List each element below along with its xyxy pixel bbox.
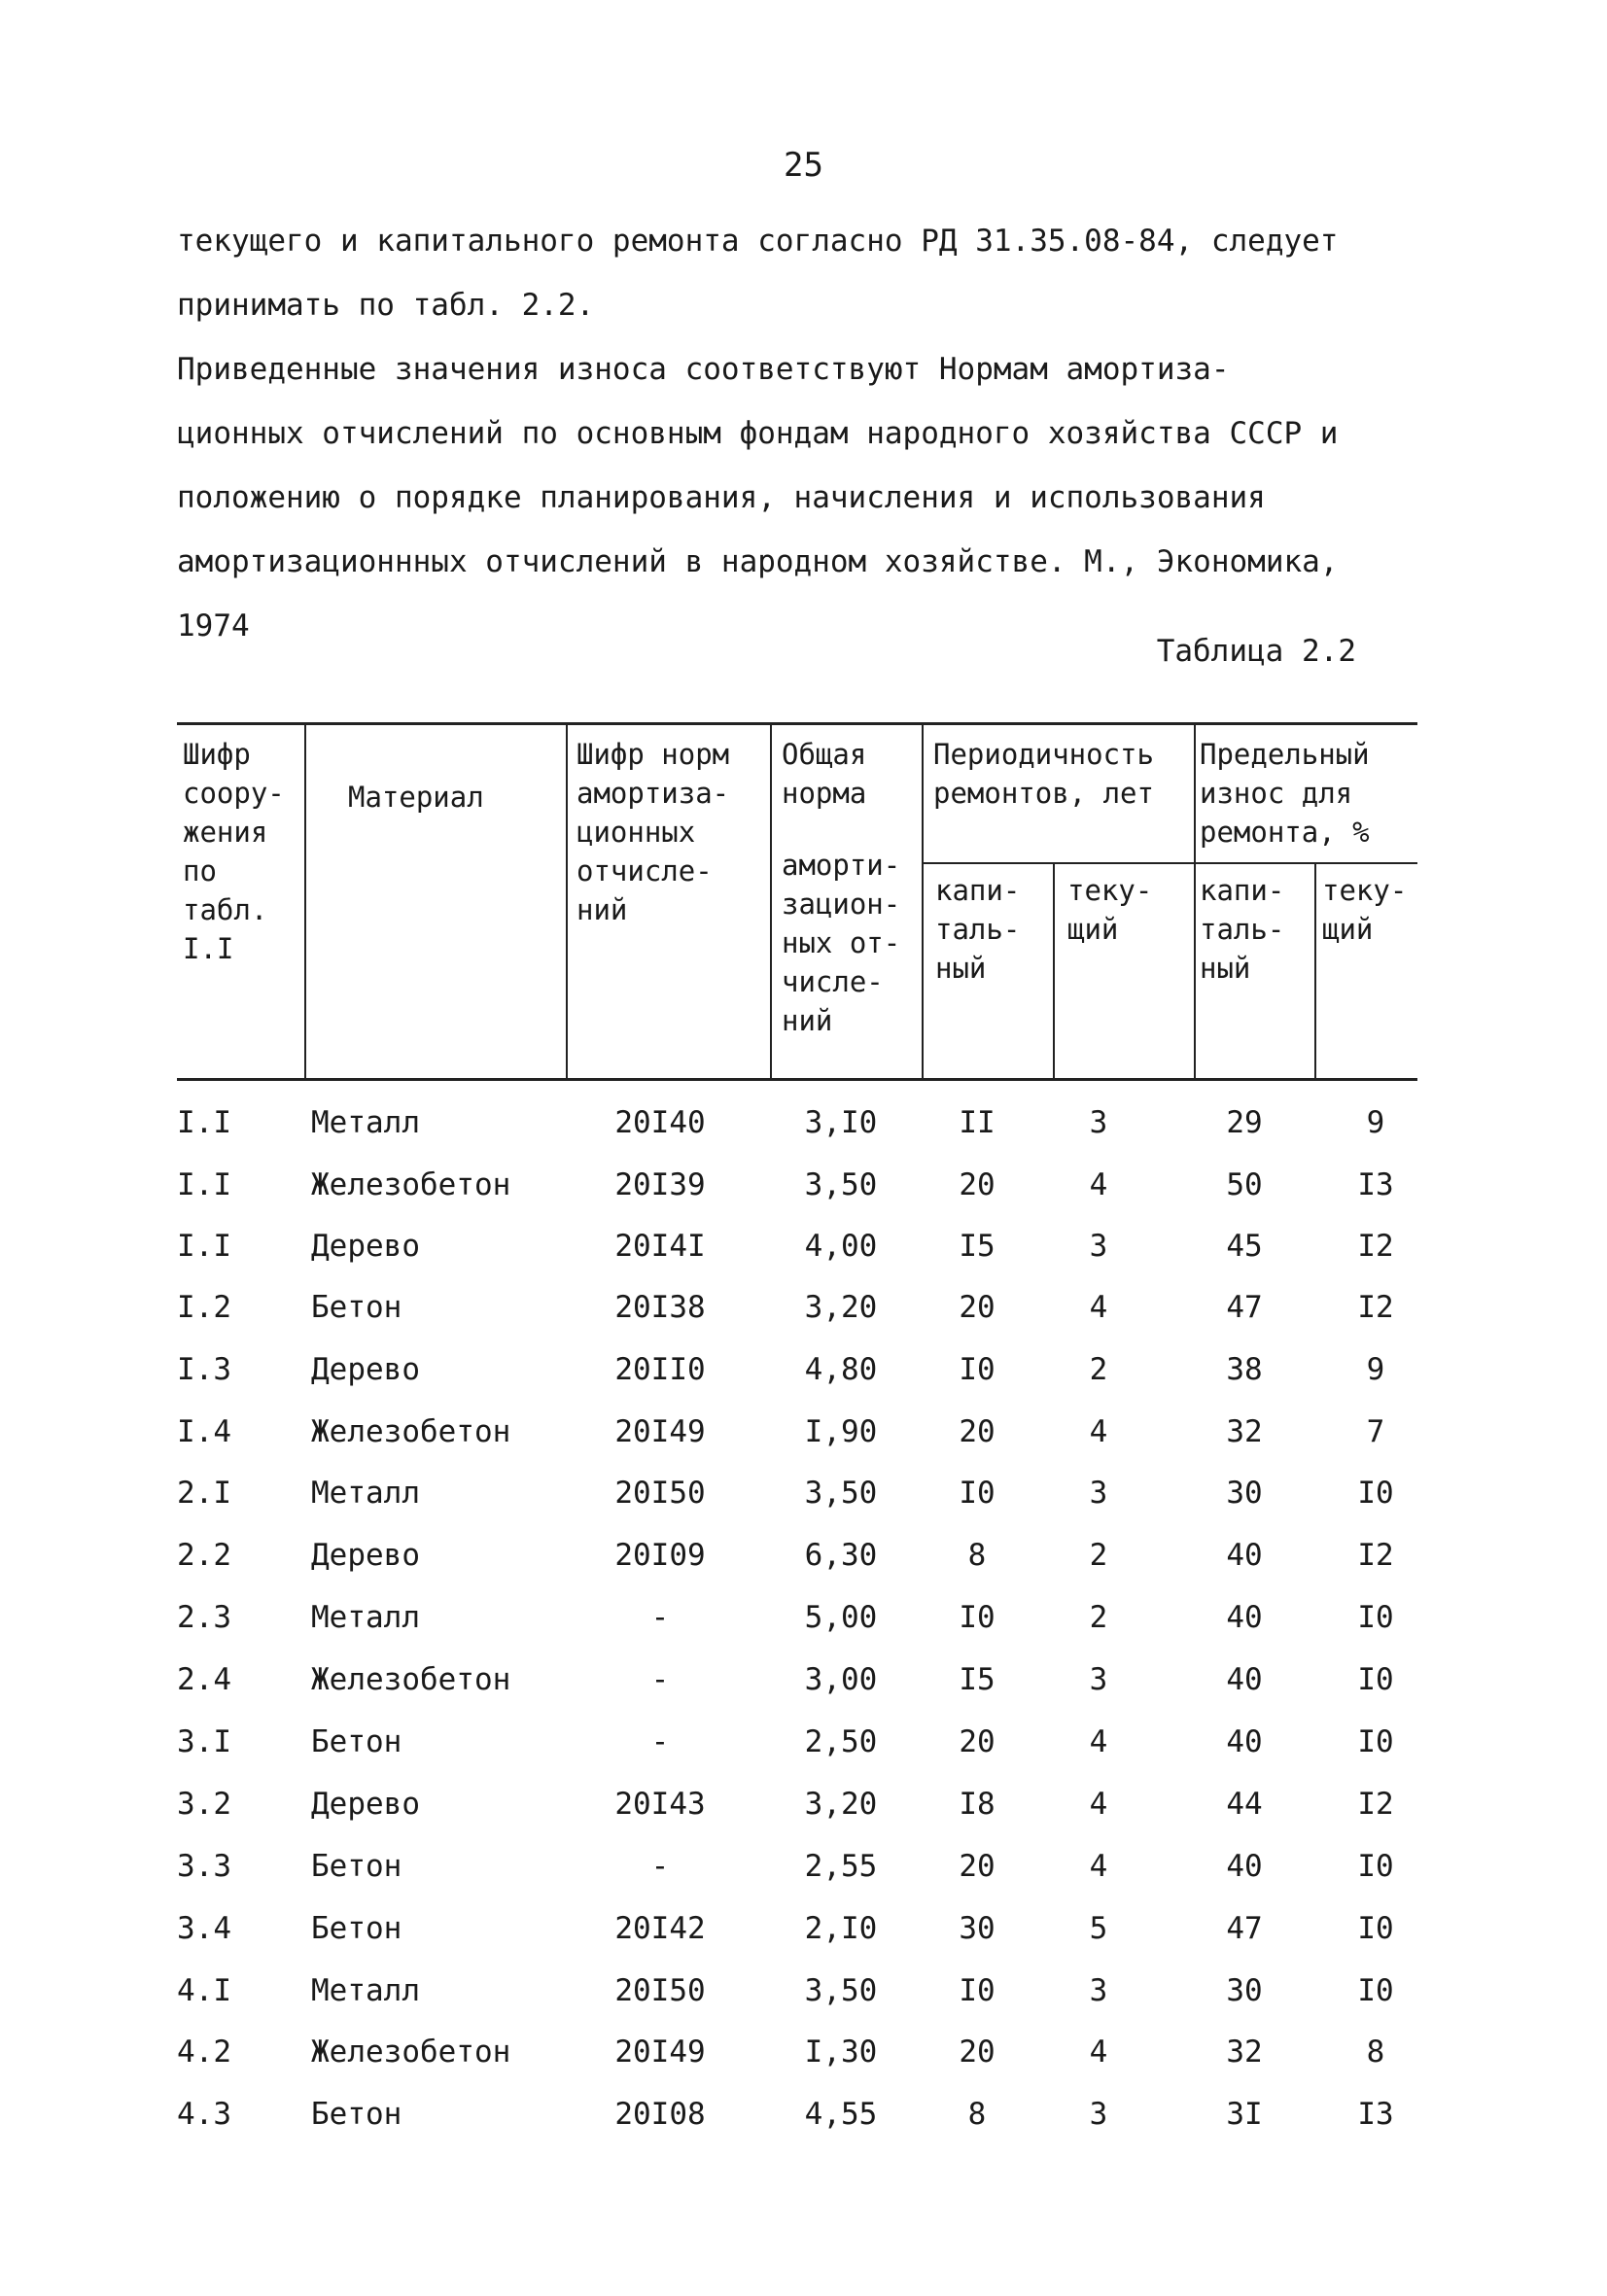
row-wear-capital: 40 [1226,1662,1263,1697]
row-rate: 2,50 [804,1724,878,1759]
table-top-rule [177,722,1417,725]
row-material: Железобетон [311,1414,511,1449]
row-wear-current: 9 [1366,1352,1385,1387]
row-material: Бетон [311,1849,402,1884]
row-wear-capital: 30 [1226,1973,1263,2008]
text-line: ционных отчислений по основным фондам народного хозяйства СССР и [177,416,1339,451]
row-wear-capital: 29 [1226,1105,1263,1140]
row-period-current: 3 [1089,1105,1108,1140]
row-wear-capital: 47 [1226,1290,1263,1325]
row-rate: I,30 [804,2035,878,2070]
column-divider [922,722,924,1078]
period-subheader-rule [922,862,1196,864]
row-wear-current: 7 [1366,1414,1385,1449]
header-code: Шифр соору- жения по табл. I.I [183,738,285,965]
column-divider [770,722,772,1078]
row-code: 4.3 [177,2097,231,2132]
row-period-current: 4 [1089,1414,1108,1449]
row-period-current: 3 [1089,1229,1108,1264]
header-rate-bottom: аморти- зацион- ных от- числе- ний [782,849,901,1037]
row-material: Дерево [311,1538,420,1573]
row-period-capital: 8 [967,1538,987,1573]
row-code: 2.I [177,1476,231,1511]
row-norm-code: 20I39 [614,1167,706,1202]
header-wear-current: теку- щий [1322,874,1408,946]
row-wear-current: 9 [1366,1105,1385,1140]
table-caption: Таблица 2.2 [1156,634,1356,669]
row-wear-current: I2 [1357,1229,1394,1264]
row-wear-current: I0 [1357,1849,1394,1884]
row-wear-current: I3 [1357,1167,1394,1202]
header-wear: Предельный износ для ремонта, % [1200,738,1370,849]
row-wear-current: I0 [1357,1724,1394,1759]
header-wear-capital: капи- таль- ный [1200,874,1285,985]
row-rate: 2,I0 [804,1911,878,1946]
row-period-current: 2 [1089,1600,1108,1635]
row-period-capital: I5 [959,1229,996,1264]
row-material: Железобетон [311,1167,511,1202]
row-period-capital: I5 [959,1662,996,1697]
row-wear-capital: 45 [1226,1229,1263,1264]
row-wear-current: I0 [1357,1973,1394,2008]
row-norm-code: 20I40 [614,1105,706,1140]
row-wear-capital: 47 [1226,1911,1263,1946]
row-wear-current: I0 [1357,1600,1394,1635]
page-number: 25 [784,146,823,185]
row-wear-current: I0 [1357,1476,1394,1511]
row-material: Бетон [311,1724,402,1759]
row-rate: 6,30 [804,1538,878,1573]
row-wear-capital: 44 [1226,1787,1263,1822]
row-code: I.2 [177,1290,231,1325]
row-code: I.I [177,1229,231,1264]
header-bottom-rule [177,1078,1417,1081]
row-period-current: 4 [1089,1849,1108,1884]
header-norm-code: Шифр норм амортиза- ционных отчисле- ний [576,738,730,926]
column-divider [566,722,568,1078]
row-rate: 3,00 [804,1662,878,1697]
column-divider [304,722,306,1078]
row-material: Железобетон [311,1662,511,1697]
row-norm-code: 20I49 [614,2035,706,2070]
row-material: Дерево [311,1229,420,1264]
row-wear-current: I0 [1357,1911,1394,1946]
row-material: Бетон [311,2097,402,2132]
row-period-capital: I0 [959,1973,996,2008]
row-wear-current: I2 [1357,1787,1394,1822]
row-material: Бетон [311,1911,402,1946]
column-divider [1314,862,1316,1078]
row-norm-code: 20II0 [614,1352,706,1387]
row-period-capital: 20 [959,2035,996,2070]
row-period-capital: II [959,1105,996,1140]
row-wear-current: I0 [1357,1662,1394,1697]
row-material: Бетон [311,1290,402,1325]
row-material: Дерево [311,1352,420,1387]
header-rate-top: Общая норма [782,738,867,810]
row-norm-code: - [650,1600,670,1635]
row-wear-current: I3 [1357,2097,1394,2132]
row-code: 2.2 [177,1538,231,1573]
row-material: Металл [311,1105,420,1140]
row-material: Металл [311,1476,420,1511]
row-period-current: 3 [1089,1662,1108,1697]
row-period-current: 4 [1089,2035,1108,2070]
row-wear-capital: 40 [1226,1849,1263,1884]
row-norm-code: - [650,1724,670,1759]
row-period-current: 3 [1089,1973,1108,2008]
row-period-capital: I0 [959,1600,996,1635]
row-code: 4.I [177,1973,231,2008]
row-norm-code: 20I4I [614,1229,706,1264]
row-rate: 3,20 [804,1787,878,1822]
row-material: Железобетон [311,2035,511,2070]
row-code: I.I [177,1167,231,1202]
row-rate: 5,00 [804,1600,878,1635]
row-rate: 3,50 [804,1973,878,2008]
row-period-current: 2 [1089,1538,1108,1573]
row-period-capital: 20 [959,1167,996,1202]
row-period-current: 4 [1089,1724,1108,1759]
row-period-capital: 20 [959,1849,996,1884]
row-wear-capital: 38 [1226,1352,1263,1387]
row-wear-capital: 50 [1226,1167,1263,1202]
row-period-current: 4 [1089,1290,1108,1325]
row-wear-current: 8 [1366,2035,1385,2070]
row-norm-code: 20I08 [614,2097,706,2132]
row-period-current: 4 [1089,1787,1108,1822]
row-rate: 3,I0 [804,1105,878,1140]
row-period-current: 3 [1089,2097,1108,2132]
header-period-current: теку- щий [1067,874,1153,946]
row-period-capital: I0 [959,1476,996,1511]
row-period-current: 5 [1089,1911,1108,1946]
row-code: 3.2 [177,1787,231,1822]
row-wear-current: I2 [1357,1538,1394,1573]
text-line: Приведенные значения износа соответствуют Нормам амортиза- [177,352,1230,387]
row-rate: 3,50 [804,1476,878,1511]
row-code: 3.I [177,1724,231,1759]
row-wear-capital: 3I [1226,2097,1263,2132]
row-norm-code: 20I38 [614,1290,706,1325]
row-material: Металл [311,1600,420,1635]
row-code: 3.3 [177,1849,231,1884]
row-period-capital: I8 [959,1787,996,1822]
row-norm-code: 20I50 [614,1476,706,1511]
row-wear-capital: 32 [1226,1414,1263,1449]
row-wear-capital: 40 [1226,1538,1263,1573]
row-norm-code: - [650,1662,670,1697]
text-line: положению о порядке планирования, начисления и использования [177,480,1266,515]
row-period-capital: 8 [967,2097,987,2132]
row-rate: 4,00 [804,1229,878,1264]
row-norm-code: - [650,1849,670,1884]
row-period-capital: 20 [959,1414,996,1449]
row-period-capital: I0 [959,1352,996,1387]
row-wear-capital: 30 [1226,1476,1263,1511]
row-norm-code: 20I50 [614,1973,706,2008]
row-period-capital: 20 [959,1290,996,1325]
row-period-current: 3 [1089,1476,1108,1511]
row-period-capital: 30 [959,1911,996,1946]
row-code: 2.4 [177,1662,231,1697]
text-line: текущего и капитального ремонта согласно РД 31.35.08-84, следует [177,224,1339,259]
row-wear-capital: 40 [1226,1724,1263,1759]
row-code: I.3 [177,1352,231,1387]
row-norm-code: 20I49 [614,1414,706,1449]
row-rate: 3,20 [804,1290,878,1325]
text-line: 1974 [177,609,250,644]
row-norm-code: 20I42 [614,1911,706,1946]
row-period-capital: 20 [959,1724,996,1759]
row-wear-capital: 32 [1226,2035,1263,2070]
header-period-capital: капи- таль- ный [935,874,1021,985]
row-wear-current: I2 [1357,1290,1394,1325]
row-rate: 4,80 [804,1352,878,1387]
text-line: принимать по табл. 2.2. [177,288,595,323]
column-divider [1194,722,1196,1078]
header-period: Периодичность ремонтов, лет [933,738,1154,810]
row-wear-capital: 40 [1226,1600,1263,1635]
column-divider [1053,862,1055,1078]
row-rate: 4,55 [804,2097,878,2132]
row-rate: 3,50 [804,1167,878,1202]
row-material: Металл [311,1973,420,2008]
row-rate: 2,55 [804,1849,878,1884]
row-norm-code: 20I09 [614,1538,706,1573]
row-period-current: 2 [1089,1352,1108,1387]
row-code: I.4 [177,1414,231,1449]
row-code: 2.3 [177,1600,231,1635]
row-period-current: 4 [1089,1167,1108,1202]
row-code: 3.4 [177,1911,231,1946]
row-rate: I,90 [804,1414,878,1449]
wear-subheader-rule [1196,862,1417,864]
header-material: Материал [348,781,484,814]
row-norm-code: 20I43 [614,1787,706,1822]
row-code: I.I [177,1105,231,1140]
row-code: 4.2 [177,2035,231,2070]
text-line: амортизационнных отчислений в народном хозяйстве. М., Экономика, [177,544,1339,579]
row-material: Дерево [311,1787,420,1822]
